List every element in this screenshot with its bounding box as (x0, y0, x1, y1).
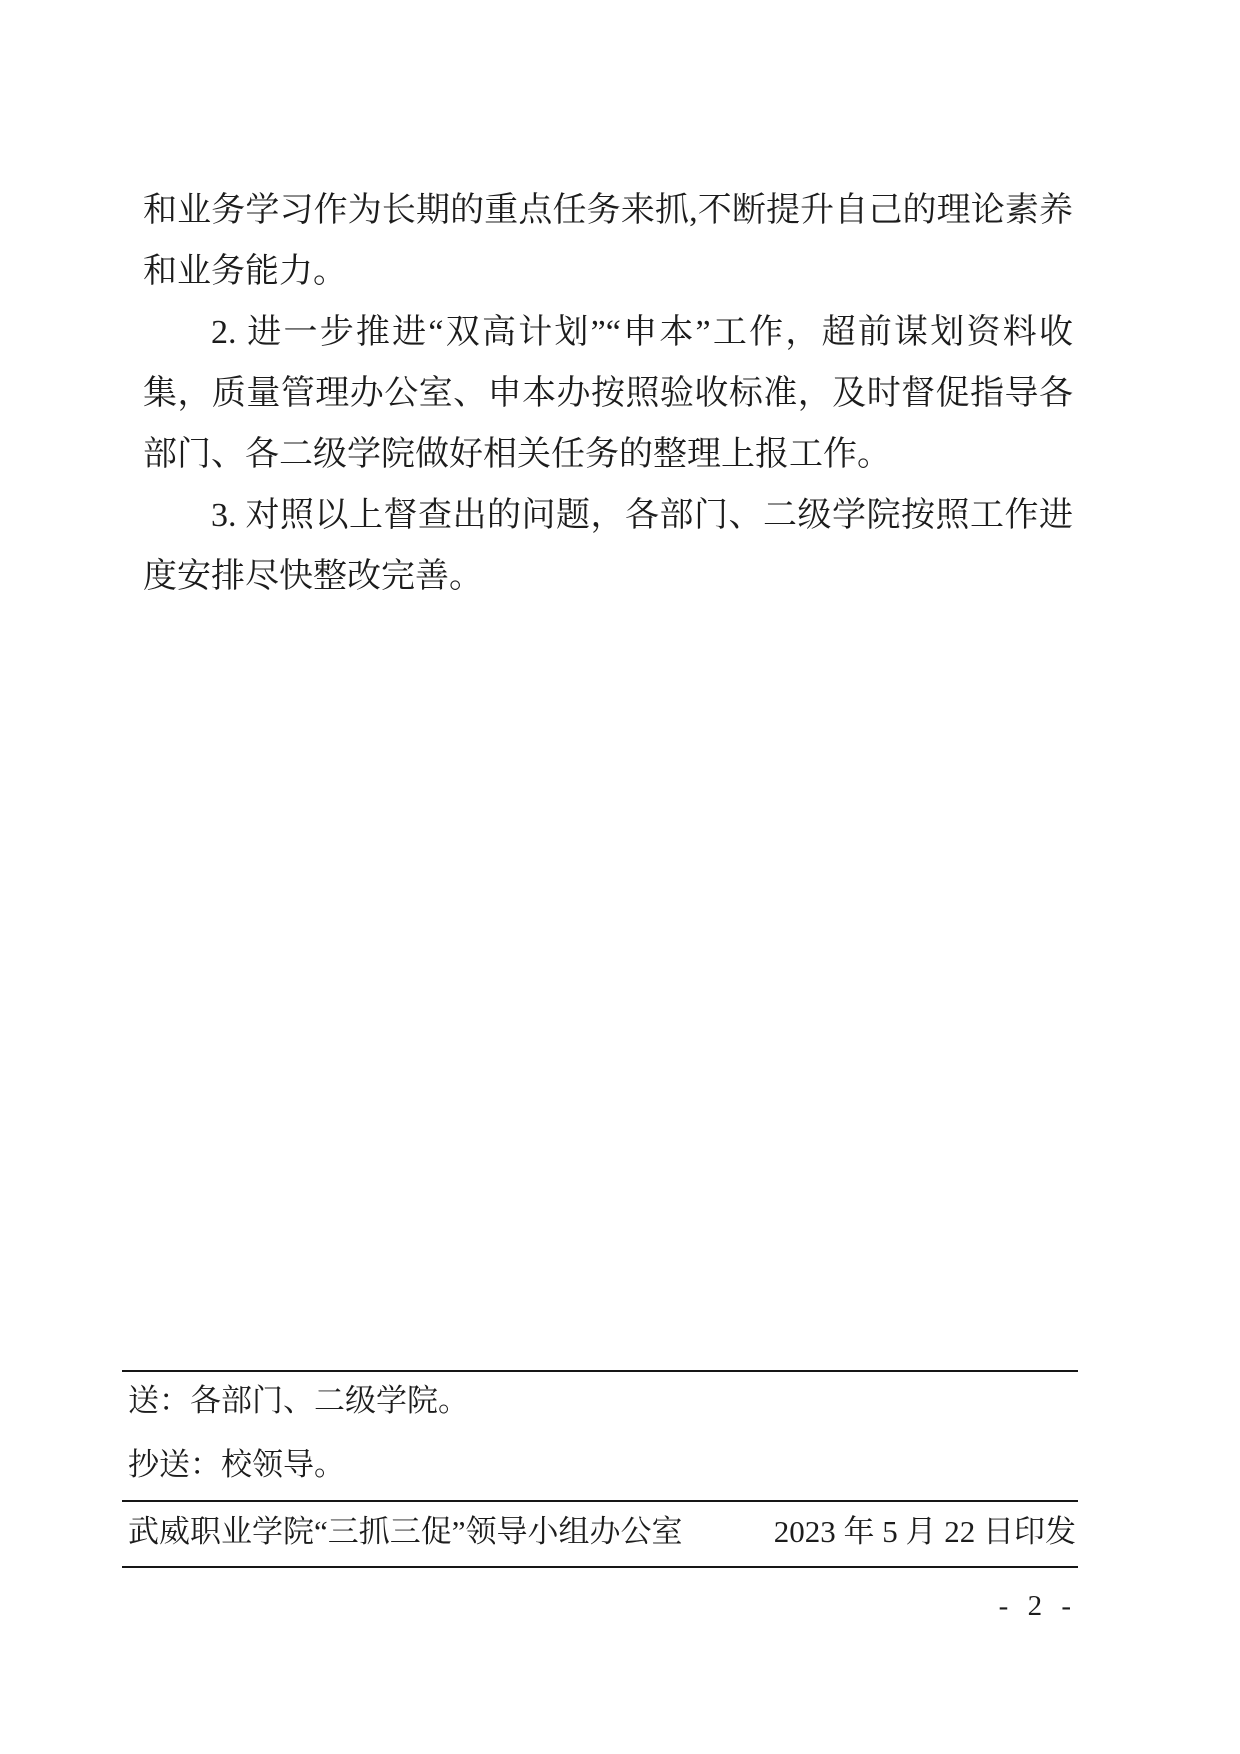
issue-line (128, 1513, 1076, 1551)
paragraph-item-3: 3. 对照以上督查出的问题，各部门、二级学院按照工作进度安排尽快整改完善。 (143, 497, 1073, 595)
page-number: - 2 - (998, 1590, 1077, 1622)
issuing-office: 武威职业学院“三抓三促”领导小组办公室 (128, 1514, 683, 1549)
issue-date: 2023 年 5 月 22 日印发 (773, 1514, 1076, 1549)
footer-bottom-rule (122, 1566, 1078, 1568)
footer-top-rule (122, 1370, 1078, 1372)
cc-line: 抄送：校领导。 (128, 1447, 345, 1482)
footer-middle-rule (122, 1500, 1078, 1502)
paragraph-item-2: 2. 进一步推进“双高计划”“申本”工作，超前谋划资料收集，质量管理办公室、申本办按照验收标准，及时督促指导各部门、各二级学院做好相关任务的整理上报工作。 (143, 314, 1073, 473)
document-footer (122, 1370, 1078, 1570)
paragraph-continuation: 和业务学习作为长期的重点任务来抓,不断提升自己的理论素养和业务能力。 (143, 192, 1073, 290)
distribution-line: 送：各部门、二级学院。 (128, 1383, 469, 1418)
document-body (143, 180, 1073, 607)
